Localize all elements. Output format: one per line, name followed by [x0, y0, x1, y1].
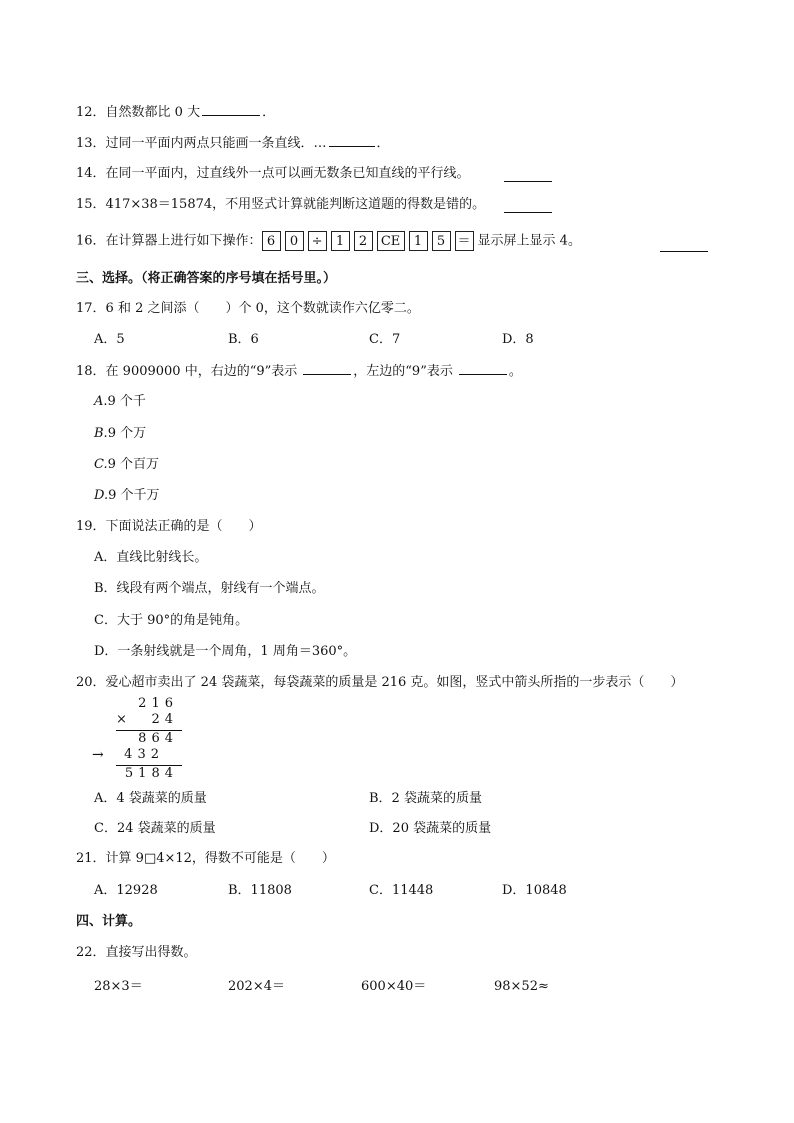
calc-times-sign: × — [116, 712, 127, 727]
calculator-key: 2 — [354, 231, 373, 251]
question-16 — [76, 230, 581, 253]
question-20: 20．爱心超市卖出了 24 袋蔬菜，每袋蔬菜的质量是 216 克。如图，竖式中箭头所指的一步表示（ ） — [76, 675, 684, 690]
q19-option-c[interactable]: C．大于 90°的角是钝角。 — [94, 613, 249, 628]
answer-blank-18b[interactable] — [459, 362, 507, 375]
q18-option-d[interactable]: D.9 个千万 — [94, 488, 160, 503]
calc-partial-1: 864 — [138, 731, 178, 746]
question-16-suffix: 显示屏上显示 4。 — [477, 233, 581, 249]
q21-option-a[interactable]: A．12928 — [94, 883, 158, 898]
question-12-period: ． — [262, 105, 276, 120]
calc-multiplier: 24 — [151, 712, 178, 727]
vertical-multiplication-figure — [92, 696, 196, 781]
q17-option-a[interactable]: A．5 — [94, 332, 125, 347]
section-3-heading: 三、选择。（将正确答案的序号填在括号里。） — [76, 271, 337, 286]
section-4-heading: 四、计算。 — [76, 914, 142, 929]
q20-option-d[interactable]: D．20 袋蔬菜的质量 — [369, 821, 492, 836]
question-19: 19．下面说法正确的是（ ） — [76, 519, 262, 534]
calculator-key: 1 — [331, 231, 350, 251]
q19-option-b[interactable]: B．线段有两个端点，射线有一个端点。 — [94, 581, 325, 596]
calculator-key: CE — [377, 231, 405, 251]
question-13 — [76, 134, 390, 153]
answer-blank-12[interactable] — [202, 103, 260, 116]
q21-option-d[interactable]: D．10848 — [502, 883, 567, 898]
answer-blank-18a[interactable] — [303, 362, 351, 375]
q19-option-a[interactable]: A．直线比射线长。 — [94, 550, 208, 565]
question-13-period: ． — [376, 136, 390, 151]
calc-multiplicand: 216 — [138, 696, 178, 711]
question-18 — [76, 362, 522, 381]
question-17: 17．6 和 2 之间添（ ）个 0，这个数就读作六亿零二。 — [76, 301, 420, 316]
q22-item-4: 98×52≈ — [494, 979, 549, 994]
question-18-text-c: 。 — [508, 364, 522, 379]
question-12-text: 12．自然数都比 0 大 — [76, 105, 201, 120]
calculator-key: 5 — [432, 231, 451, 251]
calculator-key: 6 — [262, 231, 281, 251]
question-16-prefix: 16．在计算器上进行如下操作： — [76, 233, 262, 249]
q22-item-1: 28×3＝ — [94, 979, 143, 994]
q17-option-b[interactable]: B．6 — [228, 332, 259, 347]
question-15 — [76, 196, 485, 214]
calculator-key: ÷ — [308, 231, 327, 251]
answer-blank-15[interactable] — [504, 200, 552, 213]
q18-option-a[interactable]: A.9 个千 — [94, 394, 146, 409]
calculator-key: ＝ — [455, 231, 474, 251]
q20-option-b[interactable]: B．2 袋蔬菜的质量 — [369, 791, 482, 806]
arrow-pointer-icon: → — [92, 747, 104, 763]
question-21: 21．计算 9□4×12，得数不可能是（ ） — [76, 851, 335, 866]
answer-blank-14[interactable] — [504, 169, 552, 182]
q21-option-c[interactable]: C．11448 — [369, 883, 434, 898]
answer-blank-16[interactable] — [660, 239, 708, 252]
q20-option-a[interactable]: A．4 袋蔬菜的质量 — [94, 791, 207, 806]
question-12 — [76, 103, 275, 122]
q19-option-d[interactable]: D．一条射线就是一个周角，1 周角＝360°。 — [94, 644, 357, 659]
calculator-key: 1 — [409, 231, 428, 251]
question-14 — [76, 165, 470, 183]
q20-option-c[interactable]: C．24 袋蔬菜的质量 — [94, 821, 216, 836]
calc-result: 5184 — [124, 766, 178, 781]
question-18-text-b: ，左边的“9”表示 — [353, 364, 453, 379]
question-22: 22．直接写出得数。 — [76, 945, 197, 960]
calculator-key-sequence — [262, 230, 478, 252]
answer-blank-13[interactable] — [329, 134, 375, 147]
question-15-text: 15．417×38＝15874，不用竖式计算就能判断这道题的得数是错的。 — [76, 197, 486, 212]
question-14-text: 14．在同一平面内，过直线外一点可以画无数条已知直线的平行线。 — [76, 166, 470, 181]
q17-option-d[interactable]: D．8 — [502, 332, 534, 347]
calc-partial-2: 432 — [124, 747, 164, 762]
q22-item-3: 600×40＝ — [361, 979, 427, 994]
q18-option-b[interactable]: B.9 个万 — [94, 426, 147, 441]
q18-option-c[interactable]: C.9 个百万 — [94, 457, 160, 472]
calculator-key: 0 — [285, 231, 304, 251]
q22-item-2: 202×4＝ — [228, 979, 285, 994]
q17-option-c[interactable]: C．7 — [369, 332, 401, 347]
question-18-text-a: 18．在 9009000 中，右边的“9”表示 — [76, 364, 298, 379]
question-13-text: 13．过同一平面内两点只能画一条直线．… — [76, 136, 327, 151]
q21-option-b[interactable]: B．11808 — [228, 883, 292, 898]
